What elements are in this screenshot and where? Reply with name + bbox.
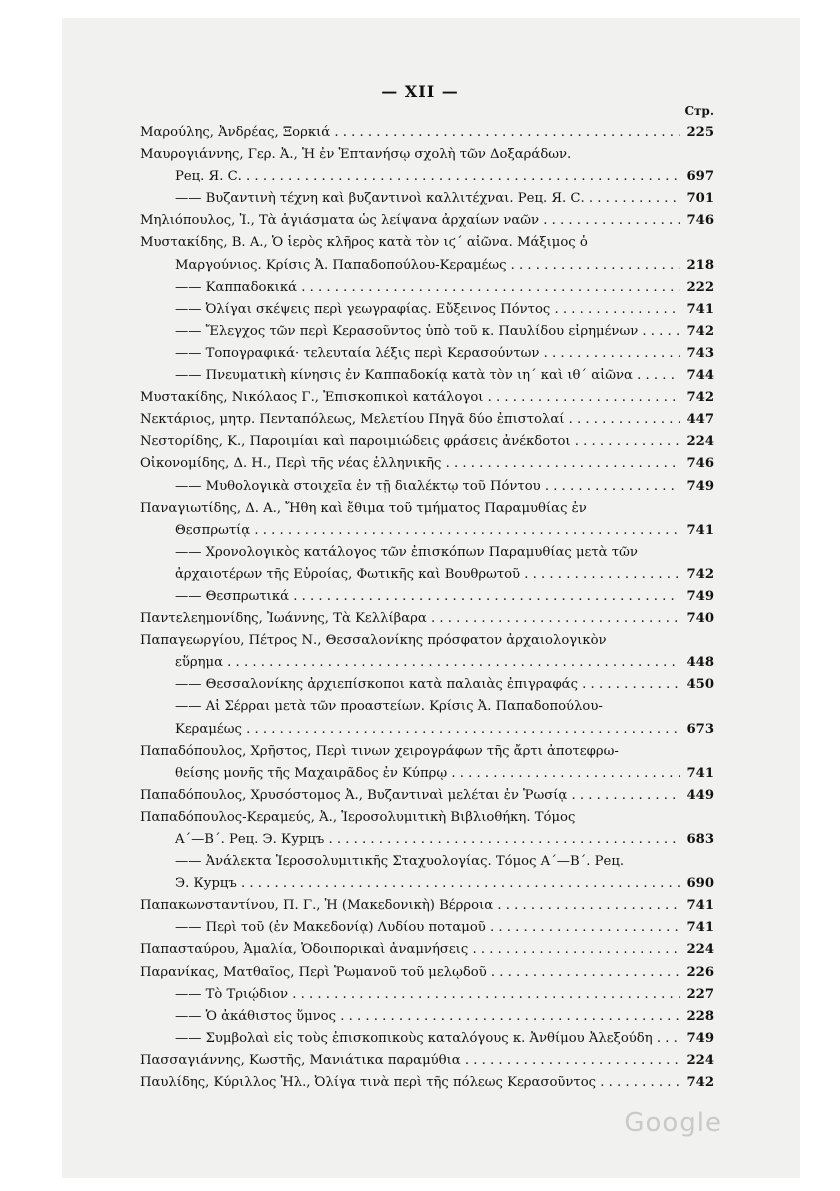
index-entry xyxy=(140,630,714,652)
entry-page-number: 740 xyxy=(680,608,714,630)
entry-text: Παρανίκας, Ματθαῖος, Περὶ Ῥωμανοῦ τοῦ μελῳδοῦ . . . xyxy=(140,965,714,980)
entry-page-number: 749 xyxy=(680,586,714,608)
entry-page-number: 741 xyxy=(680,895,714,917)
entry-page-number: 701 xyxy=(680,188,714,210)
index-entry xyxy=(140,586,714,608)
entry-text: —— Τοπογραφικά· τελευταία λέξις περὶ Κερασούντων . . . xyxy=(175,346,714,361)
index-entry xyxy=(140,542,714,564)
entry-page-number: 697 xyxy=(680,166,714,188)
entry-page-number: 218 xyxy=(680,255,714,277)
index-entry xyxy=(140,1006,714,1028)
entry-page-number: 749 xyxy=(680,1028,714,1050)
entry-text: Νεστορίδης, Κ., Παροιμίαι καὶ παροιμιώδεις φράσεις ἀνέκδοτοι . . . xyxy=(140,434,714,449)
entry-text: Παπαγεωργίου, Πέτρος Ν., Θεσσαλονίκης πρόσφατον ἀρχαιολογικὸν xyxy=(140,633,607,649)
entry-text: Οἰκονομίδης, Δ. Η., Περὶ τῆς νέας ἑλληνικῆς . . . xyxy=(140,456,714,471)
page-number: — XII — xyxy=(381,82,459,101)
index-entry xyxy=(140,144,714,166)
entry-text: —— Συμβολαὶ εἰς τοὺς ἐπισκοπικοὺς καταλόγους κ. Ἀνθίμου Ἀλεξούδη . . . xyxy=(175,1031,714,1046)
index-entry xyxy=(140,343,714,365)
entry-page-number: 226 xyxy=(680,962,714,984)
entry-page-number: 690 xyxy=(680,873,714,895)
entry-page-number: 447 xyxy=(680,409,714,431)
index-entry xyxy=(140,365,714,387)
index-entry xyxy=(140,652,714,674)
entry-text: Παπαδόπουλος, Χρῆστος, Περὶ τινων χειρογράφων τῆς ἄρτι ἀποτεφρω- xyxy=(140,743,619,759)
entry-text: —— Τὸ Τριῴδιον . . . xyxy=(175,987,714,1002)
entry-page-number: 749 xyxy=(680,476,714,498)
entry-text: ἀρχαιοτέρων τῆς Εὐροίας, Φωτικῆς καὶ Βουθρωτοῦ . . . xyxy=(175,567,714,582)
index-entry xyxy=(140,984,714,1006)
entry-page-number: 448 xyxy=(680,652,714,674)
entry-page-number: 224 xyxy=(680,939,714,961)
entry-text: Κεραμέως . . . xyxy=(175,722,714,737)
entry-text: —— Περὶ τοῦ (ἐν Μακεδονίᾳ) Λυδίου ποταμοῦ . . . xyxy=(175,920,714,935)
entry-text: Μυστακίδης, Β. Α., Ὁ ἱερὸς κλῆρος κατὰ τὸν ιϛ´ αἰῶνα. Μάξιμος ὁ xyxy=(140,235,588,251)
entry-text: Παπαδόπουλος, Χρυσόστομος Ἀ., Βυζαντιναὶ μελέται ἐν Ῥωσίᾳ . . . xyxy=(140,788,714,803)
entry-page-number: 742 xyxy=(680,387,714,409)
index-entry xyxy=(140,785,714,807)
entry-page-number: 743 xyxy=(680,343,714,365)
entry-page-number: 449 xyxy=(680,785,714,807)
index-entry xyxy=(140,564,714,586)
index-entry xyxy=(140,188,714,210)
entry-text: Μαρούλης, Ἀνδρέας, Ξορκιά . . . xyxy=(140,125,714,140)
index-entry xyxy=(140,431,714,453)
entry-page-number: 222 xyxy=(680,277,714,299)
index-entry xyxy=(140,210,714,232)
entry-text: Νεκτάριος, μητρ. Πενταπόλεως, Μελετίου Πηγᾶ δύο ἐπιστολαί . . . xyxy=(140,412,714,427)
entry-text: Рец. Я. С. . . . xyxy=(175,169,714,184)
entry-text: —— Ἔλεγχος τῶν περὶ Κερασοῦντος ὑπὸ τοῦ κ. Παυλίδου εἰρημένων . . . xyxy=(175,324,714,339)
index-entry xyxy=(140,387,714,409)
entry-text: Παναγιωτίδης, Δ. Α., Ἤθη καὶ ἔθιμα τοῦ τμήματος Παραμυθίας ἐν xyxy=(140,500,587,516)
entry-text: Θεσπρωτίᾳ . . . xyxy=(175,523,714,538)
entry-page-number: 742 xyxy=(680,1072,714,1094)
index-entry xyxy=(140,476,714,498)
index-entry xyxy=(140,498,714,520)
entry-page-number: 741 xyxy=(680,917,714,939)
entry-page-number: 741 xyxy=(680,763,714,785)
entry-page-number: 746 xyxy=(680,210,714,232)
entry-text: —— Θεσσαλονίκης ἀρχιεπίσκοποι κατὰ παλαιὰς ἐπιγραφάς . . . xyxy=(175,677,714,692)
entry-page-number: 224 xyxy=(680,1050,714,1072)
index-entry xyxy=(140,1050,714,1072)
entry-text: —— Ἀνάλεκτα Ἱεροσολυμιτικῆς Σταχυολογίας. Τόμος Α´—Β´. Рец. xyxy=(175,854,625,870)
index-entry xyxy=(140,917,714,939)
index-entry xyxy=(140,166,714,188)
index-entry xyxy=(140,741,714,763)
entry-text: Παπασταύρου, Ἀμαλία, Ὁδοιπορικαὶ ἀναμνήσεις . . . xyxy=(140,942,714,957)
index-entry xyxy=(140,851,714,873)
index-entry xyxy=(140,829,714,851)
index-entry xyxy=(140,453,714,475)
index-entry xyxy=(140,608,714,630)
entry-text: εὕρημα . . . xyxy=(175,655,714,670)
index-entry xyxy=(140,1028,714,1050)
index-entry xyxy=(140,122,714,144)
entry-text: Παυλίδης, Κύριλλος Ἠλ., Ὀλίγα τινὰ περὶ τῆς πόλεως Κερασοῦντος . . . xyxy=(140,1075,714,1090)
entry-page-number: 450 xyxy=(680,674,714,696)
page-column-label: Стр. xyxy=(684,104,714,118)
index-entry xyxy=(140,674,714,696)
entry-text: —— Χρονολογικὸς κατάλογος τῶν ἐπισκόπων Παραμυθίας μετὰ τῶν xyxy=(175,544,638,560)
index-entry xyxy=(140,1072,714,1094)
entry-page-number: 746 xyxy=(680,453,714,475)
entry-text: Παντελεημονίδης, Ἰωάννης, Τὰ Κελλίβαρα . . . xyxy=(140,611,714,626)
index-entry xyxy=(140,873,714,895)
entry-text: —— Μυθολογικὰ στοιχεῖα ἐν τῇ διαλέκτῳ τοῦ Πόντου . . . xyxy=(175,479,714,494)
index-entry xyxy=(140,409,714,431)
index-entry xyxy=(140,520,714,542)
entry-page-number: 673 xyxy=(680,719,714,741)
index-entries xyxy=(140,122,714,1094)
entry-page-number: 683 xyxy=(680,829,714,851)
entry-text: —— Βυζαντινὴ τέχνη καὶ βυζαντινοὶ καλλιτέχναι. Рец. Я. С. . . . xyxy=(175,191,714,206)
entry-text: Παπαδόπουλος-Κεραμεύς, Ἀ., Ἱεροσολυμιτικὴ Βιβλιοθήκη. Τόμος xyxy=(140,809,576,825)
entry-page-number: 227 xyxy=(680,984,714,1006)
entry-text: Μηλιόπουλος, Ἰ., Τὰ ἁγιάσματα ὡς λείψανα ἀρχαίων ναῶν . . . xyxy=(140,213,714,228)
entry-page-number: 742 xyxy=(680,321,714,343)
entry-text: —— Ὁ ἀκάθιστος ὕμνος . . . xyxy=(175,1009,714,1024)
index-entry xyxy=(140,232,714,254)
entry-text: —— Πνευματικὴ κίνησις ἐν Καππαδοκίᾳ κατὰ τὸν ιη´ καὶ ιθ´ αἰῶνα . . . xyxy=(175,368,714,383)
entry-text: Α´—Β´. Рец. Э. Курцъ . . . xyxy=(175,832,714,847)
index-entry xyxy=(140,255,714,277)
entry-text: —— Αἱ Σέρραι μετὰ τῶν προαστείων. Κρίσις Ἀ. Παπαδοπούλου- xyxy=(175,699,603,715)
entry-page-number: 742 xyxy=(680,564,714,586)
entry-text: —— Θεσπρωτικά . . . xyxy=(175,589,714,604)
entry-text: Παπακωνσταντίνου, Π. Γ., Ἡ (Μακεδονικὴ) Βέρροια . . . xyxy=(140,898,714,913)
entry-text: Μαυρογιάννης, Γερ. Ἀ., Ἡ ἐν Ἑπτανήσῳ σχολὴ τῶν Δοξαράδων. xyxy=(140,147,572,163)
entry-page-number: 225 xyxy=(680,122,714,144)
entry-page-number: 224 xyxy=(680,431,714,453)
entry-page-number: 741 xyxy=(680,299,714,321)
index-entry xyxy=(140,939,714,961)
entry-page-number: 741 xyxy=(680,520,714,542)
index-entry xyxy=(140,763,714,785)
entry-page-number: 744 xyxy=(680,365,714,387)
entry-text: —— Καππαδοκικά . . . xyxy=(175,280,714,295)
google-watermark: Google xyxy=(624,1108,722,1138)
index-entry xyxy=(140,807,714,829)
entry-text: Э. Курцъ . . . xyxy=(175,876,714,891)
entry-text: Πασσαγιάννης, Κωστῆς, Μανιάτικα παραμύθια . . . xyxy=(140,1053,714,1068)
index-entry xyxy=(140,299,714,321)
index-entry xyxy=(140,895,714,917)
index-entry xyxy=(140,277,714,299)
index-entry xyxy=(140,962,714,984)
index-entry xyxy=(140,719,714,741)
entry-text: Μυστακίδης, Νικόλαος Γ., Ἐπισκοπικοὶ κατάλογοι . . . xyxy=(140,390,714,405)
index-entry xyxy=(140,696,714,718)
entry-text: —— Ὀλίγαι σκέψεις περὶ γεωγραφίας. Εὔξεινος Πόντος . . . xyxy=(175,302,714,317)
index-entry xyxy=(140,321,714,343)
entry-text: θείσης μονῆς τῆς Μαχαιρᾶδος ἐν Κύπρῳ . . . xyxy=(175,766,714,781)
entry-text: Μαργούνιος. Κρίσις Ἀ. Παπαδοπούλου-Κεραμέως . . . xyxy=(175,258,714,273)
entry-page-number: 228 xyxy=(680,1006,714,1028)
